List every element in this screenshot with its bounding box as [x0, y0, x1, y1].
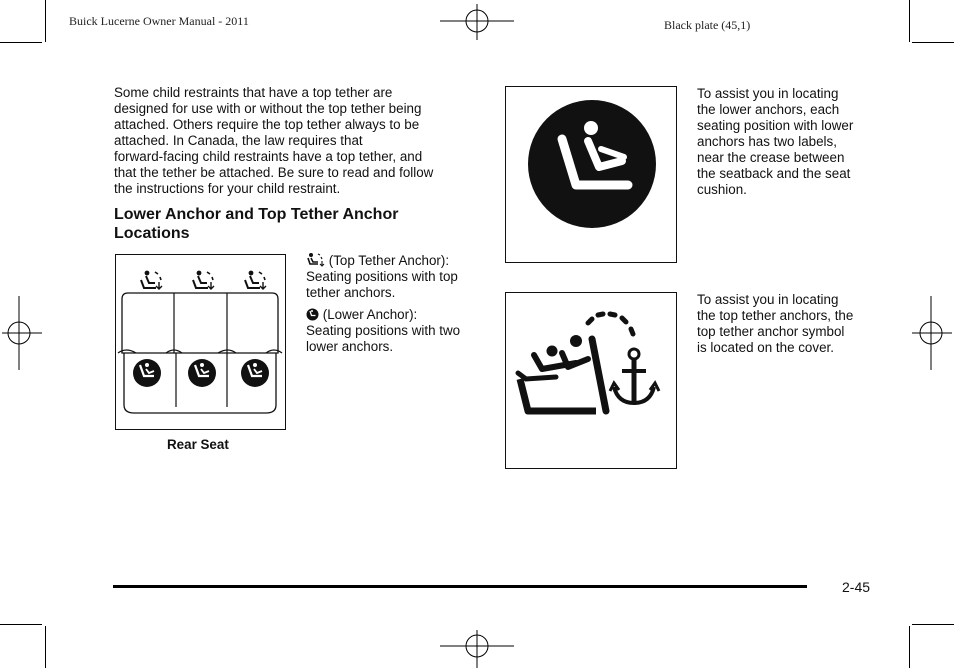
- lower-anchor-symbol-figure: [505, 86, 677, 263]
- text-line: tether anchors.: [306, 285, 396, 300]
- registration-mark-right: [912, 296, 952, 370]
- intro-paragraph: [114, 85, 484, 197]
- manual-title: Buick Lucerne Owner Manual - 2011: [69, 14, 249, 28]
- text-line: attached. In Canada, the law requires that: [114, 133, 363, 148]
- text-line: seating position with lower: [697, 118, 854, 133]
- text-line: that the tether be attached. Be sure to read and follow: [114, 165, 434, 180]
- rear-seat-figure: [115, 254, 286, 430]
- plate-label: Black plate (45,1): [664, 18, 751, 32]
- crop-mark: [912, 624, 954, 625]
- heading-line: Locations: [114, 225, 190, 242]
- text-line: To assist you in locating: [697, 292, 839, 307]
- registration-mark-bottom: [440, 630, 514, 668]
- text-line: the lower anchors, each: [697, 102, 840, 117]
- lower-anchor-icon: [188, 359, 216, 387]
- top-tether-large-icon: [506, 293, 675, 467]
- text-line: the top tether anchors, the: [697, 308, 854, 323]
- top-tether-symbol-figure: [505, 292, 677, 469]
- top-tether-icon: [141, 271, 162, 289]
- text-line: attached. Others require the top tether always to be: [114, 117, 420, 132]
- crop-mark: [45, 0, 46, 42]
- crop-mark: [909, 626, 910, 668]
- text-line: designed for use with or without the top tether being: [114, 101, 422, 116]
- text-line: To assist you in locating: [697, 86, 839, 101]
- crop-mark: [0, 624, 42, 625]
- text-line: the instructions for your child restraint.: [114, 181, 341, 196]
- text-line: cushion.: [697, 182, 747, 197]
- text-line: is located on the cover.: [697, 340, 834, 355]
- crop-mark: [912, 42, 954, 43]
- lower-anchor-label: (Lower Anchor):: [322, 307, 418, 322]
- figure-caption: Rear Seat: [167, 437, 229, 452]
- rear-seat-illustration: [116, 255, 284, 428]
- registration-mark-left: [2, 296, 42, 370]
- legend-top-tether: [306, 252, 481, 301]
- text-line: Seating positions with top: [306, 269, 458, 284]
- legend-title-line: [306, 307, 481, 323]
- crop-mark: [45, 626, 46, 668]
- lower-anchor-description: [697, 86, 877, 198]
- top-tether-description: [697, 292, 877, 356]
- page-number: 2-45: [842, 579, 871, 595]
- text-line: top tether anchor symbol: [697, 324, 845, 339]
- registration-mark-top: [440, 4, 514, 40]
- top-tether-icon: [245, 271, 266, 289]
- text-line: Seating positions with two: [306, 323, 461, 338]
- text-line: near the crease between: [697, 150, 845, 165]
- lower-anchor-large-icon: [506, 87, 675, 261]
- text-line: lower anchors.: [306, 339, 394, 354]
- text-line: anchors has two labels,: [697, 134, 837, 149]
- text-line: Some child restraints that have a top tether are: [114, 85, 393, 100]
- crop-mark: [909, 0, 910, 42]
- top-tether-icon: [306, 252, 325, 267]
- text-line: the seatback and the seat: [697, 166, 851, 181]
- footer-rule: [113, 585, 807, 588]
- top-tether-label: (Top Tether Anchor):: [328, 253, 450, 268]
- legend-lower-anchor: [306, 307, 481, 355]
- section-heading: [114, 205, 484, 243]
- lower-anchor-icon: [133, 359, 161, 387]
- lower-anchor-icon: [306, 308, 319, 321]
- lower-anchor-icon: [241, 359, 269, 387]
- legend-title-line: [306, 252, 481, 269]
- top-tether-icon: [193, 271, 214, 289]
- text-line: forward-facing child restraints have a top tether, and: [114, 149, 423, 164]
- crop-mark: [0, 42, 42, 43]
- heading-line: Lower Anchor and Top Tether Anchor: [114, 206, 399, 223]
